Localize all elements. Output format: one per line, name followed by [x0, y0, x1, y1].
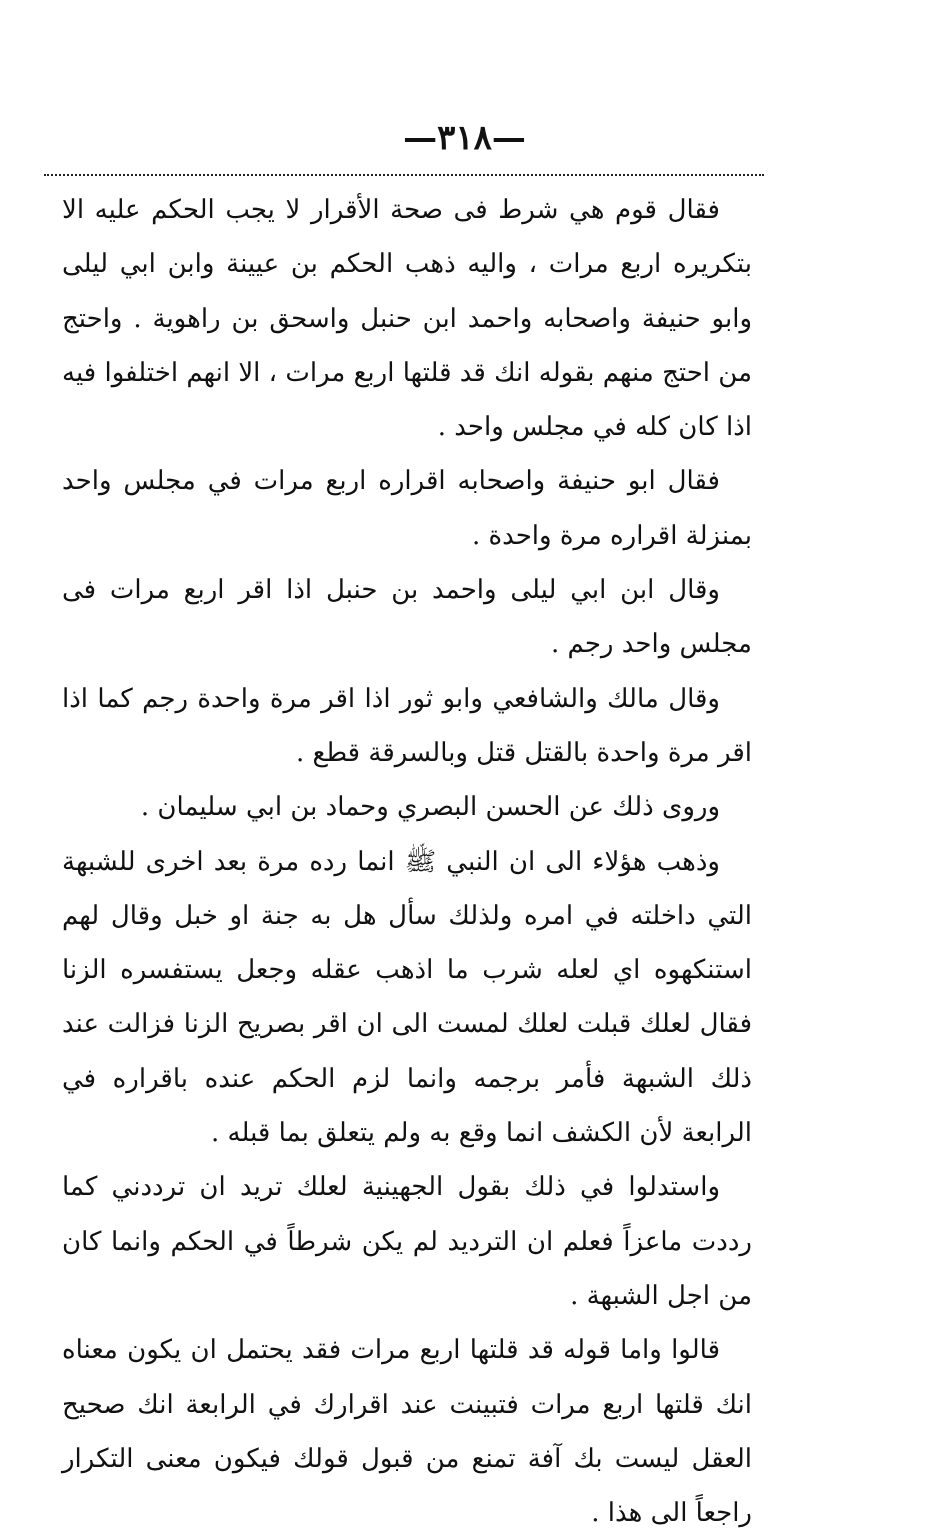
- paragraph-7: واستدلوا في ذلك بقول الجهينية لعلك تريد ان ترددني كما رددت ماعزاً فعلم ان الترديد لم يكن شرطاً في الحكم وانما كان من اجل الشبهة .: [62, 1172, 752, 1311]
- header-divider: [44, 174, 764, 176]
- paragraph-4: وقال مالك والشافعي وابو ثور اذا اقر مرة واحدة رجم كما اذا اقر مرة واحدة بالقتل قتل وبالسرقة قطع .: [62, 683, 752, 768]
- paragraph-6: وذهب هؤلاء الى ان النبي ﷺ انما رده مرة بعد اخرى للشبهة التي داخلته في امره ولذلك سأل هل به جنة او خبل وقال لهم استنكهوه اي لعله شرب ما اذهب عقله وجعل يستفسره الزنا فقال لعلك قبلت لعلك لمست الى ان اقر بصريح الزنا فزالت عند ذلك الشبهة فأمر برجمه وانما لزم الحكم عنده باقراره في الرابعة لأن الكشف انما وقع به ولم يتعلق بما قبله .: [62, 846, 752, 1149]
- paragraph-5: وروى ذلك عن الحسن البصري وحماد بن ابي سليمان .: [140, 792, 720, 823]
- page-body: [62, 183, 752, 1540]
- paragraph-3: وقال ابن ابي ليلى واحمد بن حنبل اذا اقر اربع مرات فى مجلس واحد رجم .: [62, 575, 752, 660]
- page-number: —٣١٨—: [403, 118, 526, 158]
- paragraph-1: فقال قوم هي شرط فى صحة الأقرار لا يجب الحكم عليه الا بتكريره اربع مرات ، واليه ذهب الحكم بن عيينة وابن ابي ليلى وابو حنيفة واصحابه واحمد ابن حنبل واسحق بن راهوية . واحتج من احتج منهم بقوله انك قد قلتها اربع مرات ، الا انهم اختلفوا فيه اذا كان كله في مجلس واحد .: [62, 195, 752, 443]
- paragraph-8: قالوا واما قوله قد قلتها اربع مرات فقد يحتمل ان يكون معناه انك قلتها اربع مرات فتبينت عند اقرارك في الرابعة انك صحيح العقل ليست بك آفة تمنع من قبول قولك فيكون معنى التكرار راجعاً الى هذا .: [62, 1335, 752, 1529]
- paragraph-2: فقال ابو حنيفة واصحابه اقراره اربع مرات في مجلس واحد بمنزلة اقراره مرة واحدة .: [62, 466, 752, 551]
